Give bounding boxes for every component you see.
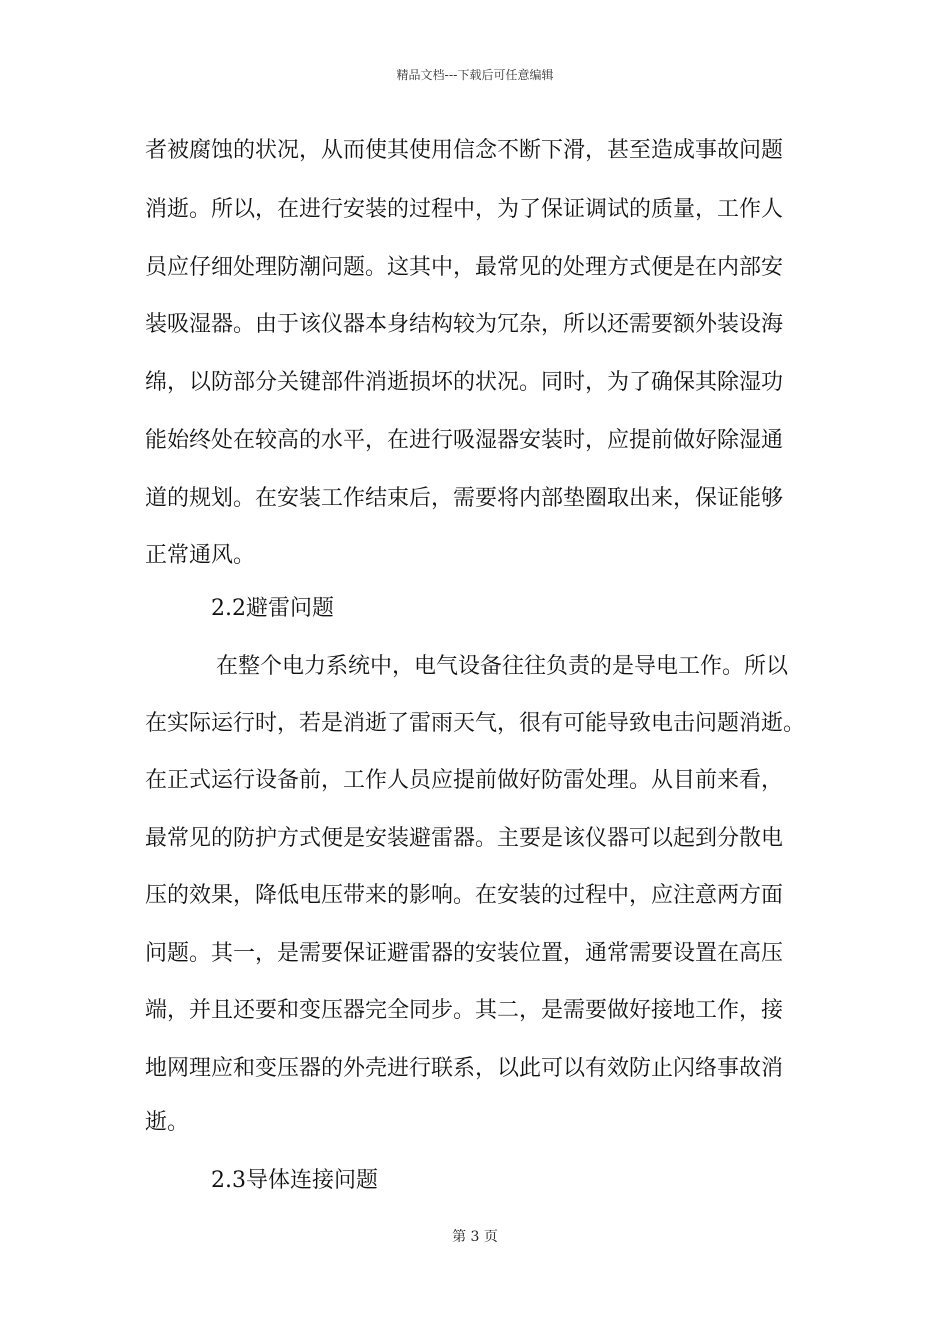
- section-heading: 2.3导体连接问题: [211, 1168, 378, 1193]
- body-line: 在正式运行设备前，工作人员应提前做好防雷处理。从目前来看，: [145, 768, 784, 793]
- body-line: 压的效果，降低电压带来的影响。在安装的过程中，应注意两方面: [145, 883, 784, 908]
- body-line: 在整个电力系统中，电气设备往往负责的是导电工作。所以: [216, 654, 789, 679]
- body-line: 装吸湿器。由于该仪器本身结构较为冗杂，所以还需要额外装设海: [145, 312, 784, 337]
- body-line: 最常见的防护方式便是安装避雷器。主要是该仪器可以起到分散电: [145, 826, 784, 851]
- body-line: 能始终处在较高的水平，在进行吸湿器安装时，应提前做好除湿通: [145, 428, 784, 453]
- body-line: 员应仔细处理防潮问题。这其中，最常见的处理方式便是在内部安: [145, 255, 784, 280]
- body-line: 在实际运行时，若是消逝了雷雨天气，很有可能导致电击问题消逝。: [145, 711, 806, 736]
- body-line: 消逝。所以，在进行安装的过程中，为了保证调试的质量，工作人: [145, 197, 784, 222]
- body-line: 者被腐蚀的状况，从而使其使用信念不断下滑，甚至造成事故问题: [145, 138, 784, 163]
- body-line: 端，并且还要和变压器完全同步。其二，是需要做好接地工作，接: [145, 998, 784, 1023]
- page-header: 精品文档---下载后可任意编辑: [396, 68, 554, 82]
- body-line: 正常通风。: [145, 543, 256, 568]
- body-line: 问题。其一，是需要保证避雷器的安装位置，通常需要设置在高压: [145, 941, 784, 966]
- section-heading: 2.2避雷问题: [211, 596, 334, 621]
- page-number: 第 3 页: [452, 1229, 498, 1245]
- body-line: 逝。: [145, 1110, 190, 1135]
- body-line: 地网理应和变压器的外壳进行联系，以此可以有效防止闪络事故消: [145, 1056, 784, 1081]
- body-line: 道的规划。在安装工作结束后，需要将内部垫圈取出来，保证能够: [145, 486, 784, 511]
- body-line: 绵，以防部分关键部件消逝损坏的状况。同时，为了确保其除湿功: [145, 370, 784, 395]
